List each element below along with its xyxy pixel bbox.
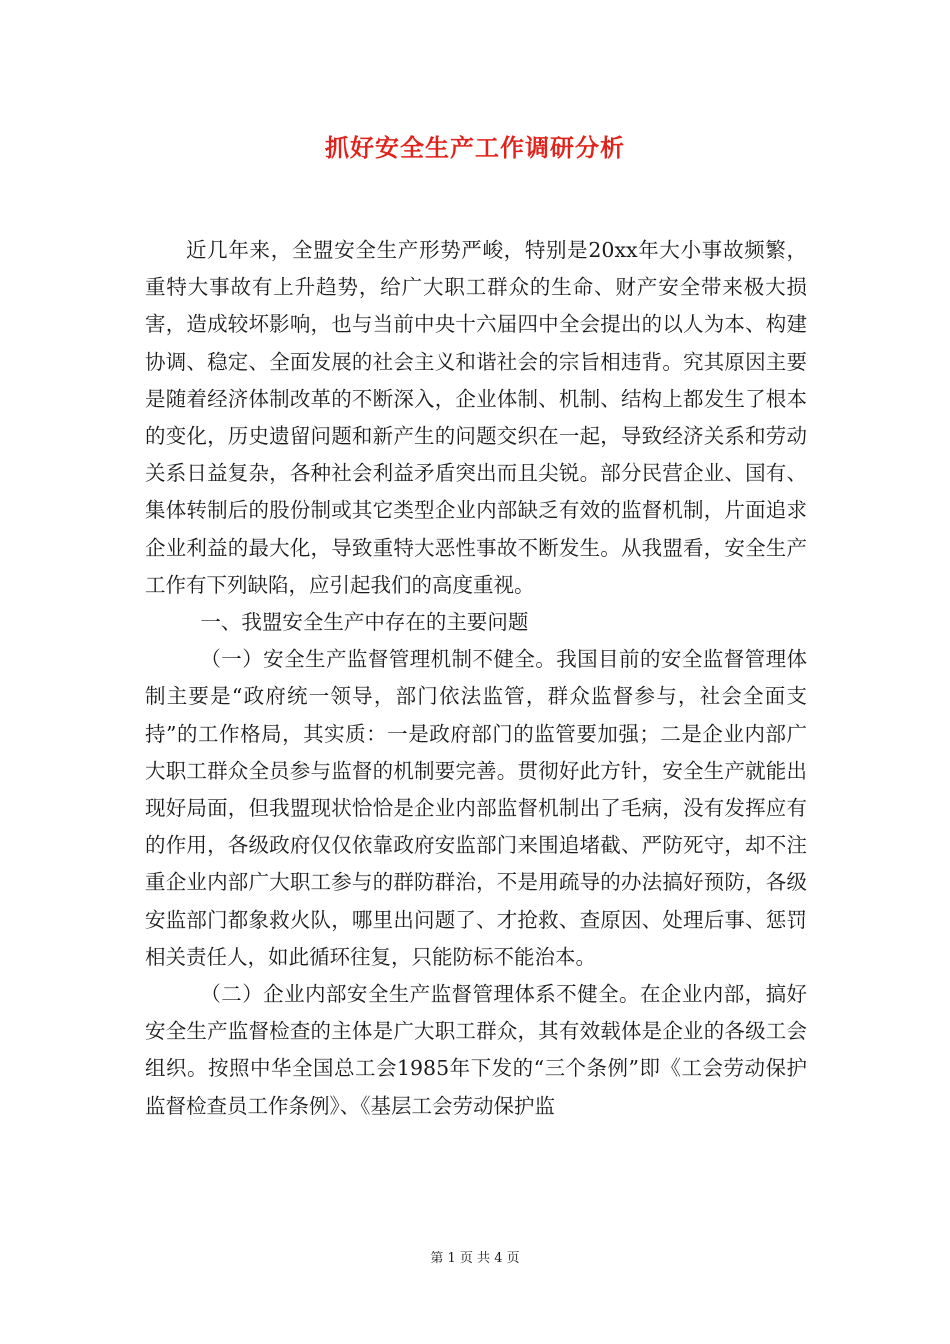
paragraph-subsection-1: （一）安全生产监督管理机制不健全。我国目前的安全监督管理体制主要是“政府统一领导，部门依法监管，群众监督参与，社会全面支持”的工作格局，其实质：一是政府部门的监管要加强；二是企业内部广大职工群众全员参与监督的机制要完善。贯彻好此方针，安全生产就能出现好局面，但我盟现状恰恰是企业内部监督机制出了毛病，没有发挥应有的作用，各级政府仅仅依靠政府安监部门来围追堵截、严防死守，却不注重企业内部广大职工参与的群防群治，不是用疏导的办法搞好预防，各级安监部门都象救火队，哪里出问题了、才抢救、查原因、处理后事、惩罚相关责任人，如此循环往复，只能防标不能治本。 xyxy=(145,647,807,969)
section-heading-1: 一、我盟安全生产中存在的主要问题 xyxy=(200,610,529,635)
paragraph-intro: 近几年来，全盟安全生产形势严峻，特别是20xx年大小事故频繁，重特大事故有上升趋势，给广大职工群众的生命、财产安全带来极大损害，造成较坏影响，也与当前中央十六届四中全会提出的以人为本、构建协调、稳定、全面发展的社会主义和谐社会的宗旨相违背。究其原因主要是随着经济体制改革的不断深入，企业体制、机制、结构上都发生了根本的变化，历史遗留问题和新产生的问题交织在一起，导致经济关系和劳动关系日益复杂，各种社会利益矛盾突出而且尖锐。部分民营企业、国有、集体转制后的股份制或其它类型企业内部缺乏有效的监督机制，片面追求企业利益的最大化，导致重特大恶性事故不断发生。从我盟看，安全生产工作有下列缺陷，应引起我们的高度重视。 xyxy=(145,238,807,597)
document-body xyxy=(145,232,807,1125)
paragraph-subsection-2: （二）企业内部安全生产监督管理体系不健全。在企业内部，搞好安全生产监督检查的主体是广大职工群众，其有效载体是企业的各级工会组织。按照中华全国总工会1985年下发的“三个条例”即《工会劳动保护监督检查员工作条例》、《基层工会劳动保护监 xyxy=(145,982,807,1118)
document-title: 抓好安全生产工作调研分析 xyxy=(325,133,625,162)
page-number-label: 第 1 页 共 4 页 xyxy=(430,1251,520,1266)
page-footer xyxy=(0,1250,950,1268)
